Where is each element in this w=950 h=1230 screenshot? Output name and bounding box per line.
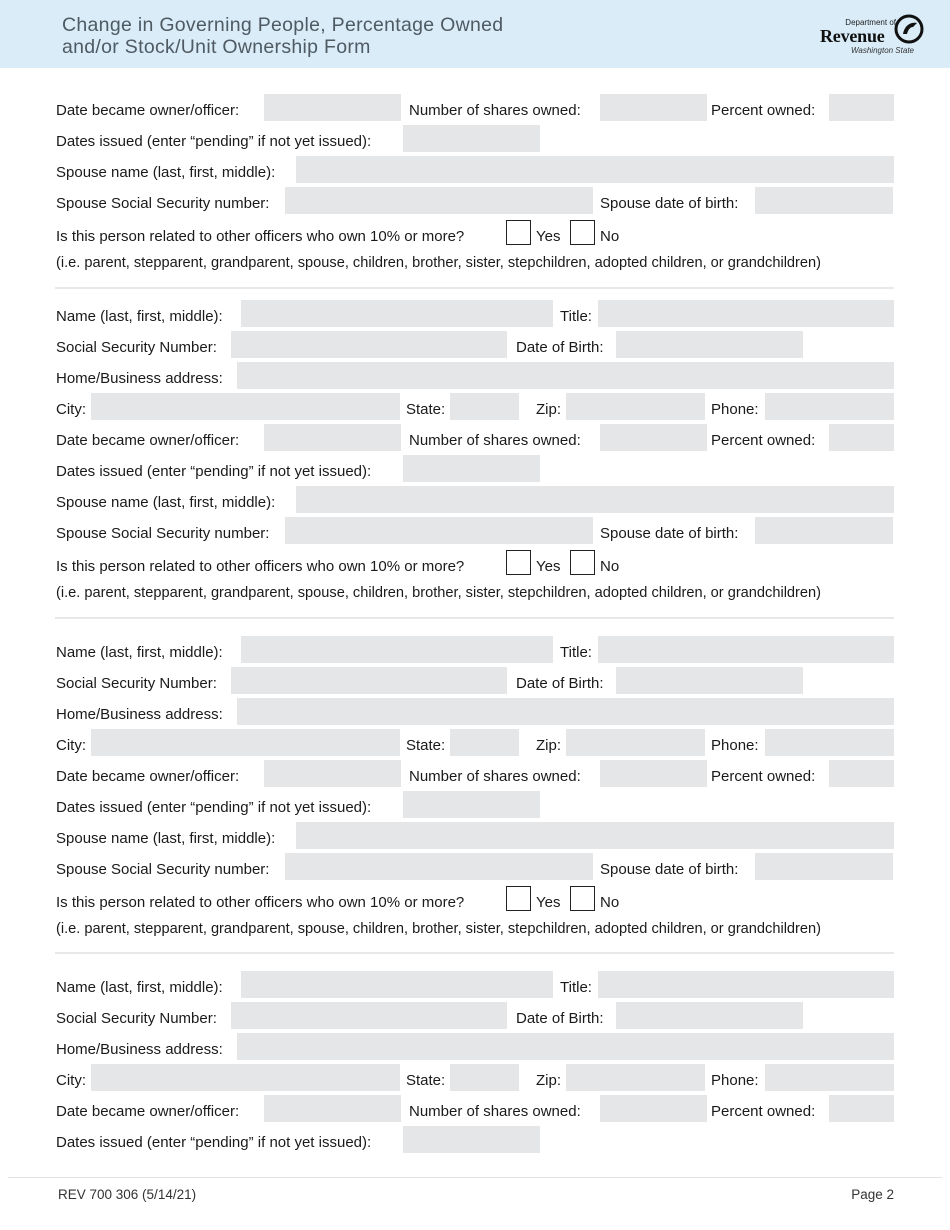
ssn-input[interactable]: [231, 1002, 507, 1029]
city-label: City:: [56, 1072, 86, 1089]
dates-issued-input[interactable]: [403, 125, 540, 152]
percent-input[interactable]: [829, 424, 894, 451]
spouse-name-label: Spouse name (last, first, middle):: [56, 164, 276, 181]
department-of-revenue-logo: [818, 14, 928, 58]
form-row: [0, 822, 950, 850]
related-question: Is this person related to other officers who own 10% or more?: [56, 228, 465, 245]
name-label: Name (last, first, middle):: [56, 308, 223, 325]
related-no-checkbox[interactable]: [570, 220, 595, 245]
logo-department-text: Department of: [845, 18, 896, 27]
dob-input[interactable]: [616, 1002, 803, 1029]
spouse-ssn-label: Spouse Social Security number:: [56, 195, 270, 212]
form-row: [0, 1126, 950, 1154]
date-became-label: Date became owner/officer:: [56, 768, 240, 785]
dob-input[interactable]: [616, 331, 803, 358]
spouse-ssn-input[interactable]: [285, 517, 593, 544]
form-row: [0, 362, 950, 390]
spouse-name-label: Spouse name (last, first, middle):: [56, 830, 276, 847]
form-row: [0, 187, 950, 215]
spouse-ssn-label: Spouse Social Security number:: [56, 525, 270, 542]
form-row: [0, 760, 950, 788]
spouse-name-input[interactable]: [296, 156, 894, 183]
related-yes-label: Yes: [536, 228, 561, 245]
city-input[interactable]: [91, 729, 400, 756]
spouse-dob-input[interactable]: [755, 187, 893, 214]
percent-label: Percent owned:: [711, 1103, 816, 1120]
spouse-dob-input[interactable]: [755, 517, 893, 544]
related-question: Is this person related to other officers who own 10% or more?: [56, 894, 465, 911]
related-yes-checkbox[interactable]: [506, 220, 531, 245]
related-no-label: No: [600, 558, 620, 575]
spouse-dob-label: Spouse date of birth:: [600, 525, 739, 542]
form-row: [0, 125, 950, 153]
form-row: [0, 971, 950, 999]
percent-input[interactable]: [829, 94, 894, 121]
name-input[interactable]: [241, 971, 553, 998]
spouse-dob-input[interactable]: [755, 853, 893, 880]
related-note: (i.e. parent, stepparent, grandparent, spouse, children, brother, sister, stepchildren, adopted children, or grandchildren): [56, 255, 822, 271]
zip-input[interactable]: [566, 1064, 705, 1091]
related-yes-label: Yes: [536, 558, 561, 575]
dates-issued-label: Dates issued (enter “pending” if not yet issued):: [56, 1134, 372, 1151]
dob-label: Date of Birth:: [516, 1010, 604, 1027]
form-title: [62, 14, 503, 58]
date-became-input[interactable]: [264, 424, 401, 451]
form-row: [0, 1002, 950, 1030]
phone-label: Phone:: [711, 401, 759, 418]
title-label: Title:: [560, 979, 592, 996]
form-row: [0, 331, 950, 359]
form-row: [0, 393, 950, 421]
form-title-line-1: Change in Governing People, Percentage Owned: [62, 14, 504, 36]
state-input[interactable]: [450, 393, 519, 420]
date-became-label: Date became owner/officer:: [56, 102, 240, 119]
dob-input[interactable]: [616, 667, 803, 694]
related-note: (i.e. parent, stepparent, grandparent, spouse, children, brother, sister, stepchildren, adopted children, or grandchildren): [56, 921, 822, 937]
name-label: Name (last, first, middle):: [56, 644, 223, 661]
city-label: City:: [56, 737, 86, 754]
related-yes-checkbox[interactable]: [506, 550, 531, 575]
phone-input[interactable]: [765, 729, 894, 756]
zip-label: Zip:: [536, 1072, 562, 1089]
form-row: [0, 667, 950, 695]
title-label: Title:: [560, 644, 592, 661]
form-row: [0, 300, 950, 328]
footer-divider: [8, 1177, 942, 1178]
related-no-checkbox[interactable]: [570, 550, 595, 575]
shares-input[interactable]: [600, 1095, 707, 1122]
dates-issued-input[interactable]: [403, 791, 540, 818]
spouse-dob-label: Spouse date of birth:: [600, 195, 739, 212]
zip-input[interactable]: [566, 393, 705, 420]
title-input[interactable]: [598, 300, 894, 327]
form-row: [0, 1095, 950, 1123]
shares-label: Number of shares owned:: [409, 768, 581, 785]
title-input[interactable]: [598, 971, 894, 998]
ssn-input[interactable]: [231, 331, 507, 358]
related-yes-checkbox[interactable]: [506, 886, 531, 911]
spouse-ssn-input[interactable]: [285, 853, 593, 880]
state-input[interactable]: [450, 729, 519, 756]
related-yes-label: Yes: [536, 894, 561, 911]
phone-input[interactable]: [765, 393, 894, 420]
form-row: [0, 486, 950, 514]
spouse-name-input[interactable]: [296, 822, 894, 849]
zip-input[interactable]: [566, 729, 705, 756]
address-label: Home/Business address:: [56, 370, 223, 387]
title-label: Title:: [560, 308, 592, 325]
dob-label: Date of Birth:: [516, 675, 604, 692]
form-row: [0, 636, 950, 664]
related-no-label: No: [600, 894, 620, 911]
revenue-logo-icon: [894, 14, 924, 44]
logo-revenue-text: Revenue: [820, 26, 885, 46]
shares-label: Number of shares owned:: [409, 102, 581, 119]
related-note: (i.e. parent, stepparent, grandparent, spouse, children, brother, sister, stepchildren, adopted children, or grandchildren): [56, 585, 822, 601]
form-row: [0, 853, 950, 881]
form-row: [0, 698, 950, 726]
form-title-line-2: and/or Stock/Unit Ownership Form: [62, 36, 371, 58]
city-input[interactable]: [91, 393, 400, 420]
zip-label: Zip:: [536, 737, 562, 754]
shares-input[interactable]: [600, 424, 707, 451]
address-input[interactable]: [237, 698, 894, 725]
shares-input[interactable]: [600, 760, 707, 787]
dob-label: Date of Birth:: [516, 339, 604, 356]
spouse-dob-label: Spouse date of birth:: [600, 861, 739, 878]
city-label: City:: [56, 401, 86, 418]
percent-input[interactable]: [829, 760, 894, 787]
spouse-ssn-label: Spouse Social Security number:: [56, 861, 270, 878]
section-divider: [55, 952, 894, 954]
shares-label: Number of shares owned:: [409, 432, 581, 449]
percent-input[interactable]: [829, 1095, 894, 1122]
date-became-label: Date became owner/officer:: [56, 432, 240, 449]
title-input[interactable]: [598, 636, 894, 663]
ssn-label: Social Security Number:: [56, 1010, 217, 1027]
form-row: [0, 517, 950, 545]
name-input[interactable]: [241, 636, 553, 663]
shares-label: Number of shares owned:: [409, 1103, 581, 1120]
form-id: REV 700 306 (5/14/21): [58, 1187, 197, 1202]
state-label: State:: [406, 737, 446, 754]
spouse-ssn-input[interactable]: [285, 187, 593, 214]
date-became-label: Date became owner/officer:: [56, 1103, 240, 1120]
address-input[interactable]: [237, 1033, 894, 1060]
form-row: [0, 455, 950, 483]
ssn-label: Social Security Number:: [56, 675, 217, 692]
state-input[interactable]: [450, 1064, 519, 1091]
logo-state-text: Washington State: [850, 46, 914, 55]
form-row: [0, 1064, 950, 1092]
form-row: [0, 94, 950, 122]
name-label: Name (last, first, middle):: [56, 979, 223, 996]
page-header: [0, 0, 950, 68]
percent-label: Percent owned:: [711, 102, 816, 119]
zip-label: Zip:: [536, 401, 562, 418]
form-row: [0, 1033, 950, 1061]
spouse-name-label: Spouse name (last, first, middle):: [56, 494, 276, 511]
related-no-checkbox[interactable]: [570, 886, 595, 911]
related-question: Is this person related to other officers who own 10% or more?: [56, 558, 465, 575]
section-divider: [55, 617, 894, 619]
form-row: [0, 729, 950, 757]
address-label: Home/Business address:: [56, 706, 223, 723]
dates-issued-label: Dates issued (enter “pending” if not yet issued):: [56, 463, 372, 480]
spouse-name-input[interactable]: [296, 486, 894, 513]
date-became-input[interactable]: [264, 94, 401, 121]
shares-input[interactable]: [600, 94, 707, 121]
dates-issued-label: Dates issued (enter “pending” if not yet issued):: [56, 133, 372, 150]
form-row: [0, 156, 950, 184]
ssn-label: Social Security Number:: [56, 339, 217, 356]
phone-input[interactable]: [765, 1064, 894, 1091]
related-no-label: No: [600, 228, 620, 245]
phone-label: Phone:: [711, 737, 759, 754]
phone-label: Phone:: [711, 1072, 759, 1089]
form-row: [0, 424, 950, 452]
state-label: State:: [406, 1072, 446, 1089]
date-became-input[interactable]: [264, 760, 401, 787]
address-label: Home/Business address:: [56, 1041, 223, 1058]
percent-label: Percent owned:: [711, 768, 816, 785]
ssn-input[interactable]: [231, 667, 507, 694]
state-label: State:: [406, 401, 446, 418]
section-divider: [55, 287, 894, 289]
percent-label: Percent owned:: [711, 432, 816, 449]
form-row: [0, 791, 950, 819]
name-input[interactable]: [241, 300, 553, 327]
dates-issued-label: Dates issued (enter “pending” if not yet issued):: [56, 799, 372, 816]
date-became-input[interactable]: [264, 1095, 401, 1122]
dates-issued-input[interactable]: [403, 1126, 540, 1153]
page-number: Page 2: [851, 1187, 894, 1202]
city-input[interactable]: [91, 1064, 400, 1091]
dates-issued-input[interactable]: [403, 455, 540, 482]
address-input[interactable]: [237, 362, 894, 389]
